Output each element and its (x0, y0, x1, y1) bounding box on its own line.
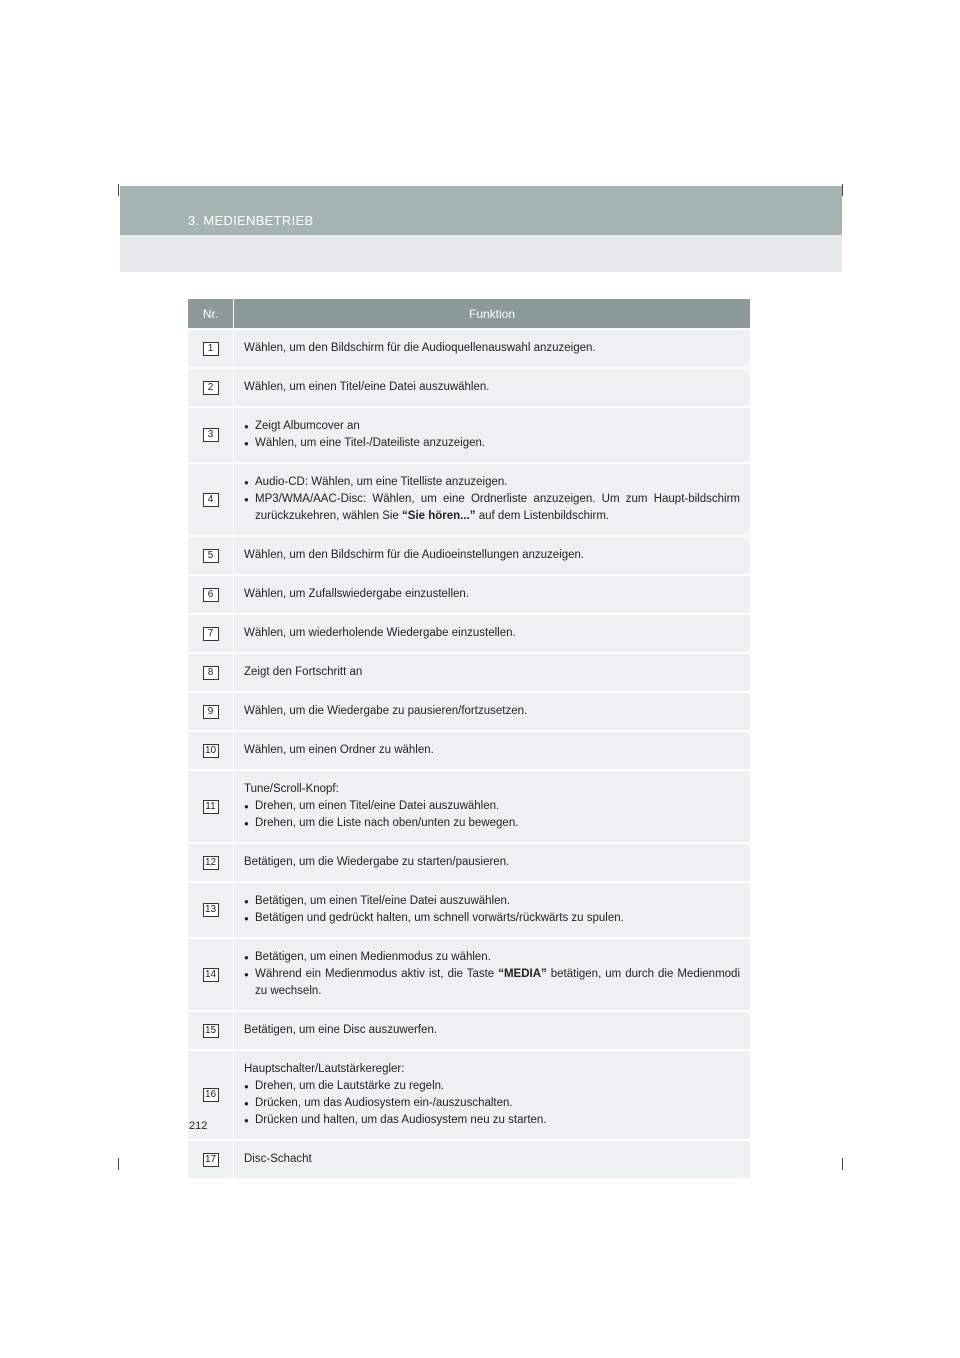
function-text: Wählen, um den Bildschirm für die Audioquellenauswahl anzuzeigen. (244, 342, 596, 354)
bullet-item (244, 815, 740, 832)
row-function (234, 939, 750, 1010)
table-row (188, 1010, 750, 1049)
function-text: Betätigen, um die Wiedergabe zu starten/pausieren. (244, 856, 510, 868)
header-num: Nr. (188, 299, 234, 328)
row-function (234, 1051, 750, 1139)
bold-term: “MEDIA” (498, 968, 547, 980)
bullet-icon: ● (244, 970, 249, 979)
bullet-icon: ● (244, 897, 249, 906)
row-number: 4 (203, 493, 219, 507)
bold-term: “Sie hören...” (402, 510, 476, 522)
row-number-cell (188, 1012, 234, 1049)
row-number: 15 (203, 1024, 219, 1038)
row-number: 5 (203, 549, 219, 563)
function-intro: Tune/Scroll-Knopf: (244, 783, 339, 795)
function-text: Wählen, um einen Ordner zu wählen. (244, 744, 434, 756)
row-number-cell (188, 369, 234, 406)
row-number-cell (188, 330, 234, 367)
row-number-cell (188, 771, 234, 842)
function-text: Betätigen, um eine Disc auszuwerfen. (244, 1024, 438, 1036)
bullet-text: Wählen, um eine Titel-/Dateiliste anzuzeigen. (255, 437, 486, 449)
bullet-item (244, 949, 740, 966)
crop-mark (118, 1158, 119, 1170)
row-number-cell (188, 654, 234, 691)
bullet-icon: ● (244, 914, 249, 923)
table-row (188, 1049, 750, 1139)
bullet-text: Drehen, um einen Titel/eine Datei auszuwählen. (255, 800, 500, 812)
row-number-cell (188, 576, 234, 613)
row-function (234, 330, 750, 367)
bullet-item (244, 418, 740, 435)
bullet-icon: ● (244, 1082, 249, 1091)
row-function (234, 369, 750, 406)
bullet-icon: ● (244, 819, 249, 828)
row-number: 8 (203, 666, 219, 680)
function-text: Zeigt den Fortschritt an (244, 666, 363, 678)
bullet-text: MP3/WMA/AAC-Disc: Wählen, um eine Ordnerliste anzuzeigen. Um zum Haupt-bildschirm zurückzukehren, wählen Sie (255, 493, 740, 522)
bullet-text: betätigen, um durch die Medienmodi zu wechseln. (255, 968, 740, 997)
row-number-cell (188, 1141, 234, 1178)
table-row (188, 881, 750, 937)
row-number-cell (188, 464, 234, 535)
bullet-item (244, 491, 740, 525)
function-intro: Hauptschalter/Lautstärkeregler: (244, 1063, 405, 1075)
function-text: Wählen, um einen Titel/eine Datei auszuwählen. (244, 381, 490, 393)
row-number: 14 (203, 968, 219, 982)
bullet-text: Audio-CD: Wählen, um eine Titelliste anzuzeigen. (255, 476, 508, 488)
bullet-icon: ● (244, 953, 249, 962)
table-row (188, 462, 750, 535)
bullet-item (244, 474, 740, 491)
row-function (234, 537, 750, 574)
table-row (188, 937, 750, 1010)
row-number: 13 (203, 903, 219, 917)
row-function (234, 771, 750, 842)
function-table (188, 299, 750, 1178)
bullet-text: Betätigen, um einen Titel/eine Datei auszuwählen. (255, 895, 511, 907)
table-row (188, 328, 750, 367)
header-band (120, 186, 842, 235)
bullet-text: Drehen, um die Lautstärke zu regeln. (255, 1080, 445, 1092)
row-number-cell (188, 732, 234, 769)
function-text: Wählen, um Zufallswiedergabe einzustellen. (244, 588, 470, 600)
row-number: 2 (203, 381, 219, 395)
row-function (234, 732, 750, 769)
bullet-item (244, 910, 740, 927)
bullet-icon: ● (244, 439, 249, 448)
bullet-text: auf dem Listenbildschirm. (475, 510, 610, 522)
row-number-cell (188, 844, 234, 881)
bullet-icon: ● (244, 1116, 249, 1125)
table-row (188, 574, 750, 613)
row-function (234, 1012, 750, 1049)
bullet-icon: ● (244, 1099, 249, 1108)
bullet-icon: ● (244, 495, 249, 504)
page-number: 212 (189, 1120, 208, 1132)
bullet-item (244, 435, 740, 452)
row-number: 12 (203, 856, 219, 870)
bullet-icon: ● (244, 478, 249, 487)
bullet-item (244, 893, 740, 910)
row-number-cell (188, 693, 234, 730)
row-number: 1 (203, 342, 219, 356)
table-body (188, 328, 750, 1178)
row-function (234, 654, 750, 691)
crop-mark (842, 1158, 843, 1170)
function-text: Wählen, um den Bildschirm für die Audioeinstellungen anzuzeigen. (244, 549, 585, 561)
bullet-text: Während ein Medienmodus aktiv ist, die Taste (255, 968, 499, 980)
crop-mark (118, 184, 119, 196)
table-row (188, 730, 750, 769)
row-function (234, 844, 750, 881)
table-row (188, 652, 750, 691)
bullet-item (244, 966, 740, 1000)
row-function (234, 576, 750, 613)
row-number-cell (188, 939, 234, 1010)
bullet-icon: ● (244, 802, 249, 811)
row-number: 7 (203, 627, 219, 641)
table-row (188, 613, 750, 652)
row-number: 17 (203, 1153, 219, 1167)
bullet-text: Betätigen, um einen Medienmodus zu wählen. (255, 951, 491, 963)
bullet-text: Drücken, um das Audiosystem ein-/auszuschalten. (255, 1097, 513, 1109)
table-row (188, 1139, 750, 1178)
row-number: 11 (203, 800, 219, 814)
row-function (234, 1141, 750, 1178)
row-function (234, 615, 750, 652)
row-function (234, 464, 750, 535)
row-function (234, 883, 750, 937)
table-row (188, 769, 750, 842)
row-number-cell (188, 408, 234, 462)
bullet-text: Drehen, um die Liste nach oben/unten zu bewegen. (255, 817, 519, 829)
section-title: 3. MEDIENBETRIEB (188, 213, 314, 228)
header-subband (120, 235, 842, 272)
bullet-text: Drücken und halten, um das Audiosystem neu zu starten. (255, 1114, 547, 1126)
table-row (188, 367, 750, 406)
bullet-icon: ● (244, 422, 249, 431)
row-function (234, 693, 750, 730)
bullet-item (244, 798, 740, 815)
table-header (188, 299, 750, 328)
function-text: Wählen, um wiederholende Wiedergabe einzustellen. (244, 627, 516, 639)
crop-mark (842, 184, 843, 196)
row-number-cell (188, 537, 234, 574)
bullet-text: Betätigen und gedrückt halten, um schnell vorwärts/rückwärts zu spulen. (255, 912, 624, 924)
bullet-item (244, 1095, 740, 1112)
bullet-text: Zeigt Albumcover an (255, 420, 360, 432)
table-row (188, 535, 750, 574)
function-text: Disc-Schacht (244, 1153, 312, 1165)
table-row (188, 691, 750, 730)
row-number: 9 (203, 705, 219, 719)
row-number-cell (188, 883, 234, 937)
row-number: 16 (203, 1088, 219, 1102)
row-number: 3 (203, 428, 219, 442)
row-number: 6 (203, 588, 219, 602)
function-text: Wählen, um die Wiedergabe zu pausieren/fortzusetzen. (244, 705, 528, 717)
table-row (188, 406, 750, 462)
bullet-item (244, 1112, 740, 1129)
row-number-cell (188, 615, 234, 652)
row-function (234, 408, 750, 462)
bullet-item (244, 1078, 740, 1095)
row-number: 10 (203, 744, 219, 758)
table-row (188, 842, 750, 881)
header-function: Funktion (468, 306, 516, 321)
